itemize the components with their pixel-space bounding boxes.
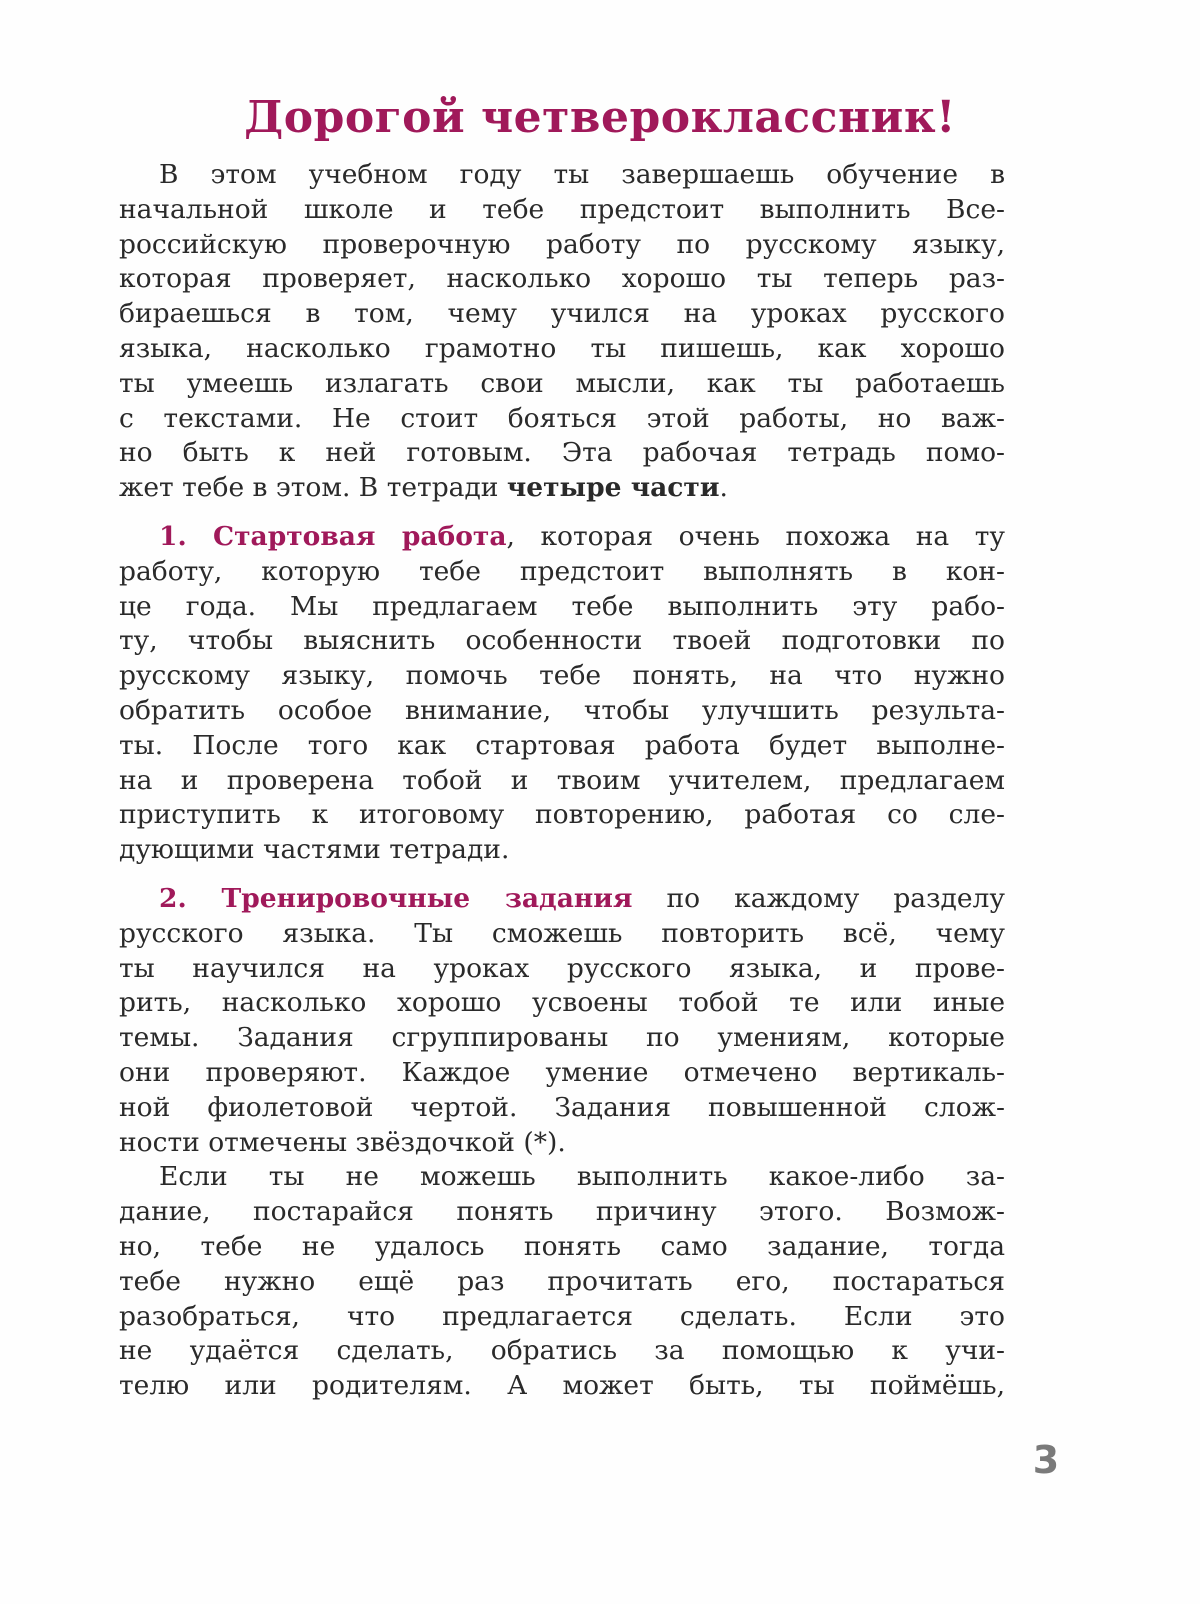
- paragraph-gap: [119, 868, 1005, 882]
- text-fragment: жет тебе в этом. В тетради: [119, 472, 507, 504]
- text-line: приступить к итоговому повторению, работая со сле-: [119, 799, 1005, 831]
- text-line: ной фиолетовой чертой. Задания повышенной слож-: [119, 1091, 1005, 1123]
- text-line: работу, которую тебе предстоит выполнять в кон-: [119, 555, 1005, 587]
- part-1-paragraph: [119, 520, 1005, 868]
- text-line: начальной школе и тебе предстоит выполнить Все-: [119, 193, 1005, 225]
- text-line: языка, насколько грамотно ты пишешь, как хорошо: [119, 332, 1005, 364]
- text-line: ты умеешь излагать свои мысли, как ты работаешь: [119, 367, 1005, 399]
- bold-phrase-four-parts: четыре части: [506, 472, 720, 504]
- text-line: русского языка. Ты сможешь повторить всё, чему: [119, 917, 1005, 949]
- text-line: [119, 471, 1005, 506]
- text-fragment: по каждому разделу: [632, 882, 1005, 914]
- advice-paragraph: [119, 1160, 1005, 1404]
- text-line: бираешься в том, чему учился на уроках русского: [119, 298, 1005, 330]
- text-line: на и проверена тобой и твоим учителем, предлагаем: [119, 764, 1005, 796]
- text-fragment: , которая очень похожа на ту: [506, 520, 1005, 552]
- text-line: разобраться, что предлагается сделать. Если это: [119, 1300, 1005, 1332]
- page-title: Дорогой четвероклассник!: [244, 92, 956, 143]
- text-line: ты научился на уроках русского языка, и прове-: [119, 952, 1005, 984]
- page-number: 3: [1032, 1438, 1060, 1482]
- text-line: которая проверяет, насколько хорошо ты теперь раз-: [119, 263, 1005, 295]
- text-line: ты. После того как стартовая работа будет выполне-: [119, 729, 1005, 761]
- text-line: В этом учебном году ты завершаешь обучение в: [159, 159, 1005, 190]
- text-line: [119, 882, 1005, 917]
- page-body: [119, 158, 1005, 1404]
- part-2-paragraph: [119, 882, 1005, 1160]
- text-line: дующими частями тетради.: [119, 834, 510, 866]
- part-2-heading: 2. Тренировочные задания: [159, 882, 633, 914]
- text-line: дание, постарайся понять причину этого. Возмож-: [119, 1196, 1005, 1228]
- text-line: тебе нужно ещё раз прочитать его, постараться: [119, 1265, 1005, 1297]
- text-line: Если ты не можешь выполнить какое-либо за-: [159, 1161, 1005, 1193]
- text-line: обратить особое внимание, чтобы улучшить результа-: [119, 694, 1005, 726]
- text-fragment: .: [719, 472, 728, 504]
- text-line: ности отмечены звёздочкой (*).: [119, 1126, 566, 1158]
- text-line: с текстами. Не стоит бояться этой работы, но важ-: [119, 402, 1005, 434]
- text-line: ту, чтобы выяснить особенности твоей подготовки по: [119, 625, 1005, 657]
- text-line: [119, 520, 1005, 555]
- text-line: русскому языку, помочь тебе понять, на что нужно: [119, 660, 1005, 692]
- text-line: це года. Мы предлагаем тебе выполнить эту рабо-: [119, 590, 1005, 622]
- text-line: но быть к ней готовым. Эта рабочая тетрадь помо-: [119, 437, 1005, 469]
- text-line: но, тебе не удалось понять само задание, тогда: [119, 1230, 1005, 1262]
- text-line: российскую проверочную работу по русскому языку,: [119, 228, 1005, 260]
- text-line: телю или родителям. А может быть, ты поймёшь,: [119, 1370, 1005, 1402]
- text-line: темы. Задания сгруппированы по умениям, которые: [119, 1022, 1005, 1054]
- text-line: не удаётся сделать, обратись за помощью к учи-: [119, 1335, 1005, 1367]
- part-1-heading: 1. Стартовая работа: [159, 520, 507, 552]
- text-line: они проверяют. Каждое умение отмечено вертикаль-: [119, 1056, 1005, 1088]
- intro-paragraph: [119, 158, 1005, 506]
- paragraph-gap: [119, 506, 1005, 520]
- text-line: рить, насколько хорошо усвоены тобой те или иные: [119, 987, 1005, 1019]
